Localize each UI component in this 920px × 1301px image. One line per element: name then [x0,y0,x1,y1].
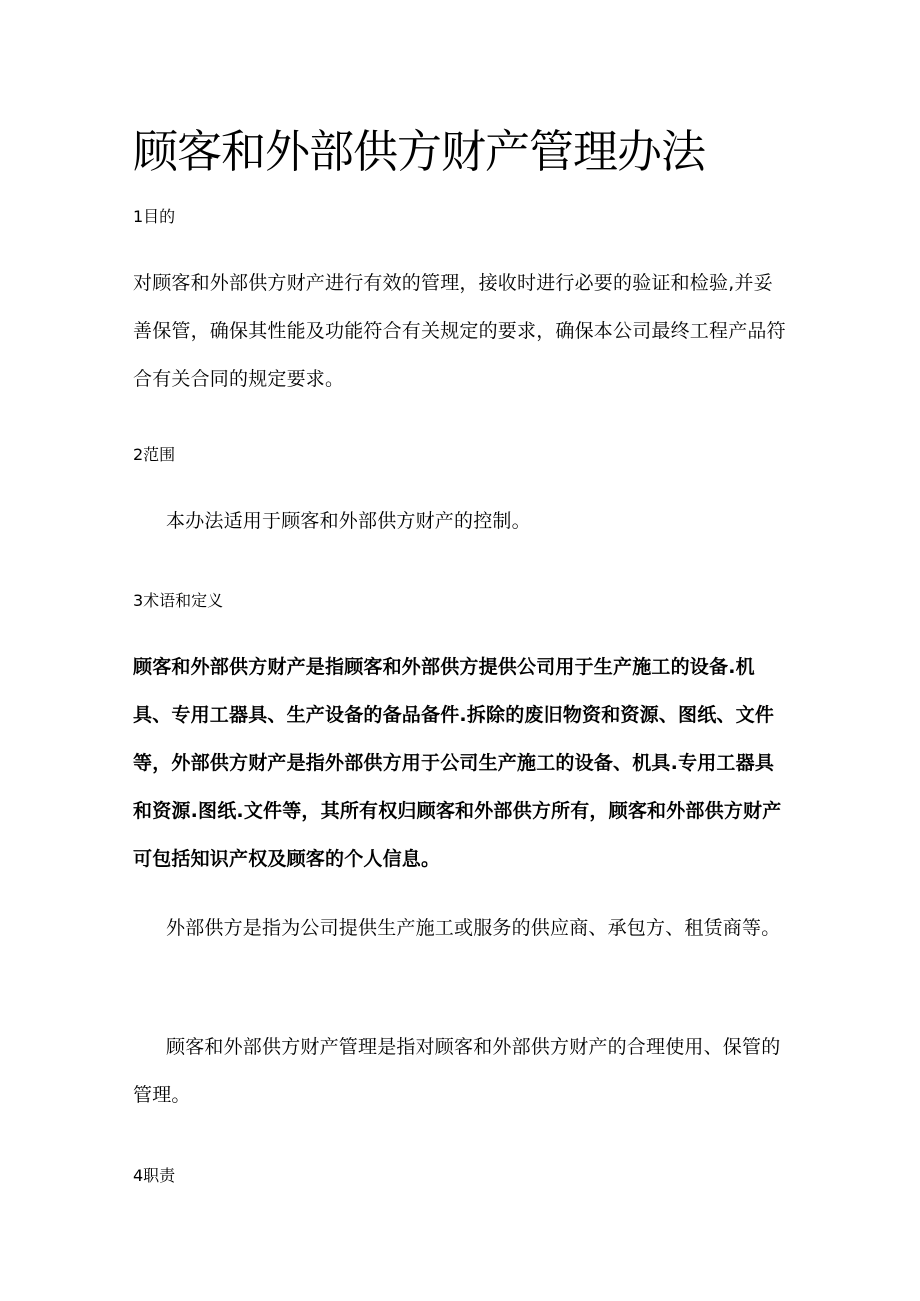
paragraph-scope: 本办法适用于顾客和外部供方财产的控制。 [166,510,531,532]
section-heading-scope: 2范围 [133,445,176,464]
paragraph-external-provider: 外部供方是指为公司提供生产施工或服务的供应商、承包方、租赁商等。 [166,917,781,939]
section-heading-purpose: 1目的 [133,207,176,226]
section-heading-terms: 3术语和定义 [133,591,224,610]
document-title: 顾客和外部供方财产管理办法 [133,125,706,178]
paragraph-property-management: 顾客和外部供方财产管理是指对顾客和外部供方财产的合理使用、保管的管理。 [133,1036,781,1106]
paragraph-purpose: 对顾客和外部供方财产进行有效的管理，接收时进行必要的验证和检验,并妥善保管，确保其性能及功能符合有关规定的要求，确保本公司最终工程产品符合有关合同的规定要求。 [133,272,786,390]
section-heading-responsibilities: 4职责 [133,1166,176,1185]
paragraph-terms-definition: 顾客和外部供方财产是指顾客和外部供方提供公司用于生产施工的设备.机具、专用工器具、生产设备的备品备件.拆除的废旧物资和资源、图纸、文件等，外部供方财产是指外部供方用于公司生产施工的设备、机具.专用工器具和资源.图纸.文件等，其所有权归顾客和外部供方所有，顾客和外部供方财产可包括知识产权及顾客的个人信息。 [133,656,782,870]
